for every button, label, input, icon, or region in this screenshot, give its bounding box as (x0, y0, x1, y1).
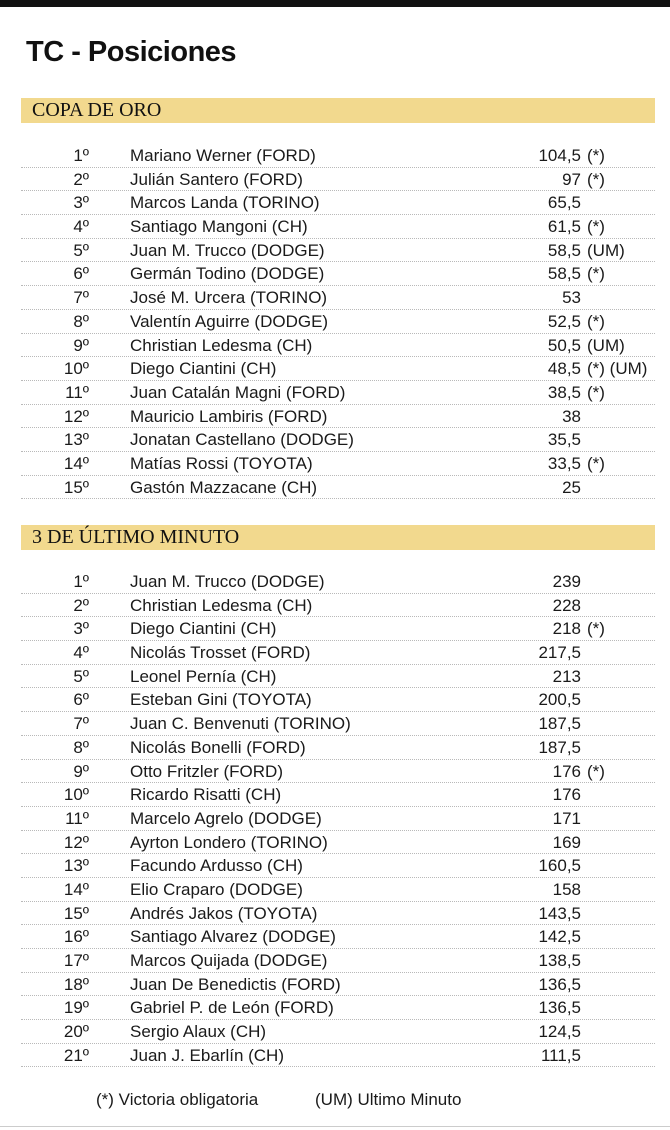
driver-name-cell: Diego Ciantini (CH) (130, 359, 277, 379)
note-cell: (*) (587, 453, 605, 473)
driver-name-cell: Nicolás Trosset (FORD) (130, 643, 311, 663)
position-cell: 16º (63, 927, 89, 947)
position-cell: 6º (73, 690, 89, 710)
position-cell: 8º (73, 737, 89, 757)
position-cell: 3º (73, 193, 89, 213)
driver-name-cell: Marcos Quijada (DODGE) (130, 951, 328, 970)
driver-name-cell: Otto Fritzler (FORD) (130, 761, 283, 781)
points-cell: 239 (552, 572, 581, 591)
points-cell: 53 (562, 288, 581, 308)
driver-name-cell: Juan De Benedictis (FORD) (130, 974, 341, 994)
driver-name-cell: Mariano Werner (FORD) (130, 146, 316, 165)
driver-name-cell: Matías Rossi (TOYOTA) (130, 453, 313, 473)
note-cell: (*) (UM) (587, 359, 648, 379)
position-cell: 17º (63, 951, 89, 970)
bottom-divider (0, 1126, 670, 1127)
table-row (21, 286, 655, 310)
position-cell: 7º (73, 714, 89, 734)
table-row (21, 452, 655, 476)
table-row (21, 239, 655, 263)
table-row (21, 357, 655, 381)
position-cell: 6º (73, 264, 89, 284)
driver-name-cell: Mauricio Lambiris (FORD) (130, 406, 328, 426)
points-cell: 169 (552, 832, 581, 852)
points-cell: 213 (552, 666, 581, 686)
table-row (21, 1020, 655, 1044)
table-row (21, 712, 655, 736)
note-cell: (*) (587, 382, 605, 402)
points-cell: 52,5 (547, 311, 581, 331)
table-row (21, 570, 655, 594)
points-cell: 38 (562, 406, 581, 426)
points-cell: 58,5 (547, 240, 581, 260)
driver-name-cell: Juan M. Trucco (DODGE) (130, 240, 325, 260)
table-row (21, 334, 655, 358)
position-cell: 13º (63, 856, 89, 876)
note-cell: (*) (587, 264, 605, 284)
points-cell: 33,5 (547, 453, 581, 473)
driver-name-cell: Nicolás Bonelli (FORD) (130, 737, 306, 757)
driver-name-cell: José M. Urcera (TORINO) (130, 288, 328, 308)
table-row (21, 783, 655, 807)
points-cell: 217,5 (538, 643, 581, 663)
position-cell: 3º (73, 619, 89, 639)
table-row (21, 665, 655, 689)
driver-name-cell: Juan J. Ebarlín (CH) (130, 1045, 284, 1065)
table-row (21, 807, 655, 831)
position-cell: 20º (63, 1022, 89, 1042)
driver-name-cell: Marcos Landa (TORINO) (130, 193, 320, 213)
driver-name-cell: Santiago Alvarez (DODGE) (130, 927, 336, 947)
standings-table-copa-de-oro (21, 144, 655, 499)
section-header-ultimo-minuto (21, 525, 655, 550)
points-cell: 136,5 (538, 998, 581, 1018)
note-cell: (*) (587, 311, 605, 331)
position-cell: 19º (63, 998, 89, 1018)
points-cell: 142,5 (538, 927, 581, 947)
points-cell: 111,5 (540, 1045, 581, 1065)
page-title: TC - Posiciones (26, 36, 237, 68)
table-row (21, 641, 655, 665)
note-cell: (*) (587, 146, 605, 165)
table-row (21, 1044, 655, 1068)
driver-name-cell: Jonatan Castellano (DODGE) (130, 430, 354, 450)
table-row (21, 760, 655, 784)
note-cell: (*) (587, 761, 605, 781)
table-row (21, 996, 655, 1020)
table-row (21, 405, 655, 429)
position-cell: 14º (63, 879, 89, 899)
position-cell: 8º (73, 311, 89, 331)
driver-name-cell: Facundo Ardusso (CH) (130, 856, 303, 876)
table-row (21, 973, 655, 997)
position-cell: 7º (73, 288, 89, 308)
table-row (21, 925, 655, 949)
driver-name-cell: Juan M. Trucco (DODGE) (130, 572, 325, 591)
table-row (21, 902, 655, 926)
section-title: 3 DE ÚLTIMO MINUTO (32, 526, 240, 548)
table-row (21, 428, 655, 452)
position-cell: 9º (73, 335, 89, 355)
table-row (21, 688, 655, 712)
points-cell: 187,5 (538, 737, 581, 757)
position-cell: 2º (73, 595, 89, 615)
table-row (21, 310, 655, 334)
points-cell: 176 (552, 761, 581, 781)
points-cell: 61,5 (547, 217, 581, 237)
table-row (21, 381, 655, 405)
driver-name-cell: Esteban Gini (TOYOTA) (130, 690, 312, 710)
driver-name-cell: Juan C. Benvenuti (TORINO) (130, 714, 351, 734)
driver-name-cell: Ayrton Londero (TORINO) (130, 832, 328, 852)
position-cell: 2º (73, 169, 89, 189)
points-cell: 176 (552, 785, 581, 805)
table-row (21, 262, 655, 286)
points-cell: 38,5 (547, 382, 581, 402)
position-cell: 1º (73, 572, 89, 591)
driver-name-cell: Santiago Mangoni (CH) (130, 217, 308, 237)
points-cell: 48,5 (547, 359, 581, 379)
points-cell: 25 (562, 477, 581, 497)
table-row (21, 949, 655, 973)
position-cell: 10º (63, 359, 89, 379)
table-row (21, 144, 655, 168)
points-cell: 158 (552, 879, 581, 899)
position-cell: 12º (63, 406, 89, 426)
points-cell: 200,5 (538, 690, 581, 710)
points-cell: 35,5 (547, 430, 581, 450)
points-cell: 228 (552, 595, 581, 615)
position-cell: 15º (63, 477, 89, 497)
table-row (21, 168, 655, 192)
points-cell: 136,5 (538, 974, 581, 994)
legend-victoria-obligatoria: (*) Victoria obligatoria (96, 1090, 259, 1109)
table-row (21, 854, 655, 878)
driver-name-cell: Christian Ledesma (CH) (130, 595, 313, 615)
driver-name-cell: Christian Ledesma (CH) (130, 335, 313, 355)
points-cell: 187,5 (538, 714, 581, 734)
position-cell: 13º (63, 430, 89, 450)
position-cell: 11º (65, 382, 89, 402)
driver-name-cell: Ricardo Risatti (CH) (130, 785, 282, 805)
points-cell: 218 (552, 619, 581, 639)
table-row (21, 831, 655, 855)
position-cell: 4º (73, 217, 89, 237)
position-cell: 18º (63, 974, 89, 994)
driver-name-cell: Diego Ciantini (CH) (130, 619, 277, 639)
points-cell: 65,5 (547, 193, 581, 213)
driver-name-cell: Gastón Mazzacane (CH) (130, 477, 318, 497)
top-rule (0, 0, 670, 7)
table-row (21, 476, 655, 500)
note-cell: (UM) (587, 240, 625, 260)
points-cell: 160,5 (538, 856, 581, 876)
points-cell: 124,5 (538, 1022, 581, 1042)
driver-name-cell: Julián Santero (FORD) (130, 169, 303, 189)
section-title: COPA DE ORO (32, 99, 162, 121)
points-cell: 143,5 (538, 903, 581, 923)
table-row (21, 736, 655, 760)
table-row (21, 594, 655, 618)
points-cell: 138,5 (538, 951, 581, 970)
position-cell: 15º (63, 903, 89, 923)
position-cell: 5º (73, 240, 89, 260)
position-cell: 14º (63, 453, 89, 473)
section-header-copa-de-oro (21, 98, 655, 123)
table-row (21, 191, 655, 215)
note-cell: (*) (587, 619, 605, 639)
note-cell: (*) (587, 169, 605, 189)
position-cell: 9º (73, 761, 89, 781)
driver-name-cell: Andrés Jakos (TOYOTA) (130, 903, 318, 923)
note-cell: (UM) (587, 335, 625, 355)
position-cell: 1º (73, 146, 89, 165)
driver-name-cell: Sergio Alaux (CH) (130, 1022, 267, 1042)
driver-name-cell: Elio Craparo (DODGE) (130, 879, 303, 899)
driver-name-cell: Germán Todino (DODGE) (130, 264, 325, 284)
driver-name-cell: Gabriel P. de León (FORD) (130, 998, 334, 1018)
driver-name-cell: Juan Catalán Magni (FORD) (130, 382, 346, 402)
position-cell: 10º (63, 785, 89, 805)
points-cell: 104,5 (538, 146, 581, 165)
points-cell: 97 (562, 169, 581, 189)
note-cell: (*) (587, 217, 605, 237)
position-cell: 5º (73, 666, 89, 686)
table-row (21, 878, 655, 902)
standings-table-ultimo-minuto (21, 570, 655, 1067)
driver-name-cell: Marcelo Agrelo (DODGE) (130, 808, 322, 828)
position-cell: 11º (65, 808, 89, 828)
driver-name-cell: Leonel Pernía (CH) (130, 666, 277, 686)
table-row (21, 617, 655, 641)
driver-name-cell: Valentín Aguirre (DODGE) (130, 311, 329, 331)
position-cell: 12º (63, 832, 89, 852)
position-cell: 4º (73, 643, 89, 663)
legend-ultimo-minuto: (UM) Ultimo Minuto (315, 1090, 462, 1109)
table-row (21, 215, 655, 239)
points-cell: 58,5 (547, 264, 581, 284)
points-cell: 171 (552, 808, 581, 828)
points-cell: 50,5 (547, 335, 581, 355)
position-cell: 21º (63, 1045, 89, 1065)
